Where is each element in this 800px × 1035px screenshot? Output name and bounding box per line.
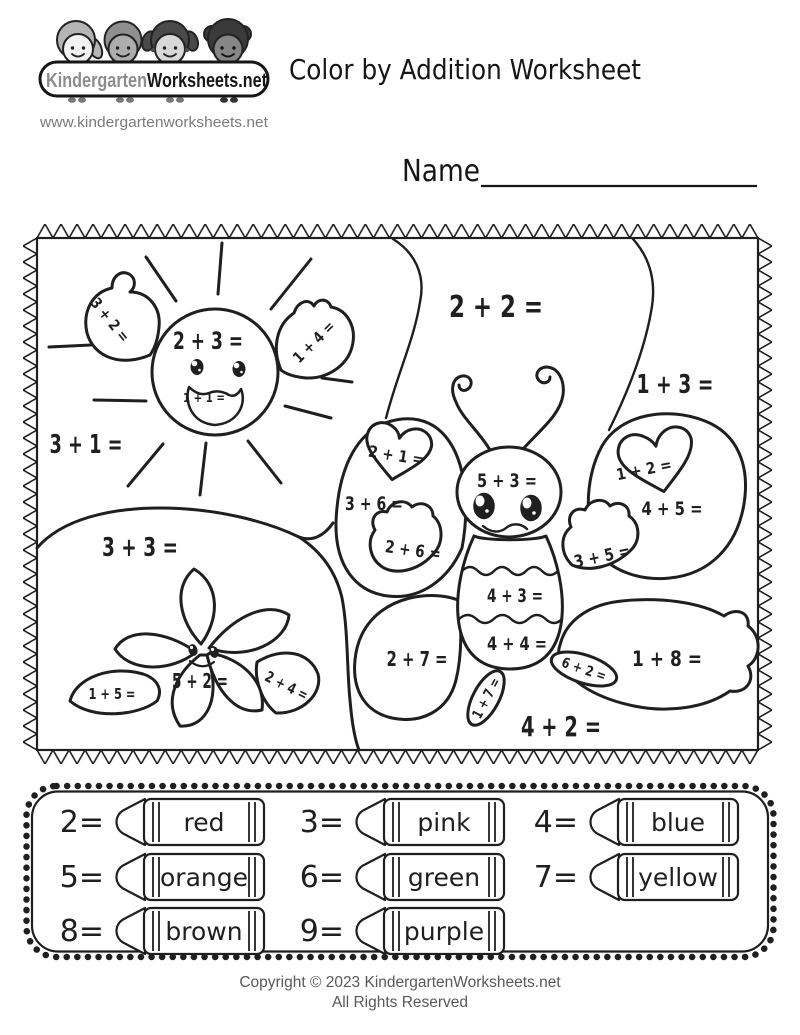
logo-brand-text xyxy=(46,70,267,92)
worksheet-picture xyxy=(23,224,772,764)
problem-right-wing-heart: 1 + 2 = xyxy=(614,452,683,485)
problem-right-wing-scallop: 3 + 5 = xyxy=(572,538,645,573)
legend-color-label: blue xyxy=(650,808,706,837)
legend-color-label: yellow xyxy=(638,863,718,892)
name-label: Name xyxy=(402,154,480,189)
rights-line: All Rights Reserved xyxy=(331,994,469,1011)
legend-item-6-green xyxy=(300,854,504,900)
legend-color-label: green xyxy=(407,863,481,892)
problem-flower-right-leaf: 2 + 4 = xyxy=(261,667,326,712)
legend-color-label: red xyxy=(183,808,225,837)
legend-number: 9= xyxy=(299,914,344,949)
legend-number: 8= xyxy=(59,914,104,949)
problem-right-wing: 4 + 5 = xyxy=(641,498,703,520)
problem-body-lower: 4 + 4 = xyxy=(487,633,547,655)
legend-item-5-orange xyxy=(60,854,264,900)
problem-tail-left: 1 + 7 = xyxy=(469,663,511,722)
problem-sky-left: 3 + 1 = xyxy=(49,430,123,460)
legend-item-2-red xyxy=(60,799,264,845)
legend-number: 7= xyxy=(533,860,578,895)
legend-number: 6= xyxy=(299,860,344,895)
butterfly-head xyxy=(457,447,561,537)
problem-ground-bottom: 4 + 2 = xyxy=(521,710,601,743)
legend-color-label: pink xyxy=(417,808,471,837)
problem-body-upper: 4 + 3 = xyxy=(487,585,543,607)
logo-brand-black: Worksheets.net xyxy=(147,70,268,92)
problem-sun-right-mitten: 1 + 4 = xyxy=(289,310,346,367)
legend-color-label: purple xyxy=(403,917,485,946)
copyright-line: Copyright © 2023 KindergartenWorksheets.net xyxy=(239,974,561,991)
problem-sun-forehead: 2 + 3 = xyxy=(173,327,243,355)
problem-left-wing-heart: 2 + 1 = xyxy=(366,441,435,471)
problem-lower-right-wing: 1 + 8 = xyxy=(632,647,702,671)
problem-sky-top: 2 + 2 = xyxy=(449,290,543,325)
website-url: www.kindergartenworksheets.net xyxy=(38,115,268,131)
legend-number: 3= xyxy=(299,805,344,840)
problem-left-wing-scallop: 2 + 6 = xyxy=(383,537,456,567)
problem-sun-mouth: 1 + 1 = xyxy=(183,390,225,405)
problem-butterfly-head: 5 + 3 = xyxy=(477,470,537,492)
color-key-panel xyxy=(27,786,774,957)
problem-hill: 3 + 3 = xyxy=(102,533,178,563)
problem-sun-left-mitten: 3 + 2 = xyxy=(86,294,140,354)
problem-flower-left-leaf: 1 + 5 = xyxy=(88,685,136,703)
problem-sky-right: 1 + 3 = xyxy=(636,370,714,400)
problem-tail-right: 6 + 2 = xyxy=(559,654,619,689)
legend-number: 5= xyxy=(59,860,104,895)
legend-number: 2= xyxy=(59,805,104,840)
problem-flower-center: 5 + 2 = xyxy=(172,669,228,693)
site-logo xyxy=(39,19,268,131)
legend-item-4-blue xyxy=(534,799,738,845)
legend-color-label: orange xyxy=(160,863,248,892)
legend-item-8-brown xyxy=(60,908,264,954)
legend-number: 4= xyxy=(533,805,578,840)
legend-color-label: brown xyxy=(165,917,243,946)
problem-lower-left-wing: 2 + 7 = xyxy=(386,647,448,671)
legend-item-3-pink xyxy=(300,799,504,845)
legend-item-7-yellow xyxy=(534,854,738,900)
legend-item-9-purple xyxy=(300,908,504,954)
problem-left-wing: 3 + 6 = xyxy=(345,493,403,515)
logo-brand-gray: Kindergarten xyxy=(46,70,147,92)
page-title: Color by Addition Worksheet xyxy=(289,53,642,86)
